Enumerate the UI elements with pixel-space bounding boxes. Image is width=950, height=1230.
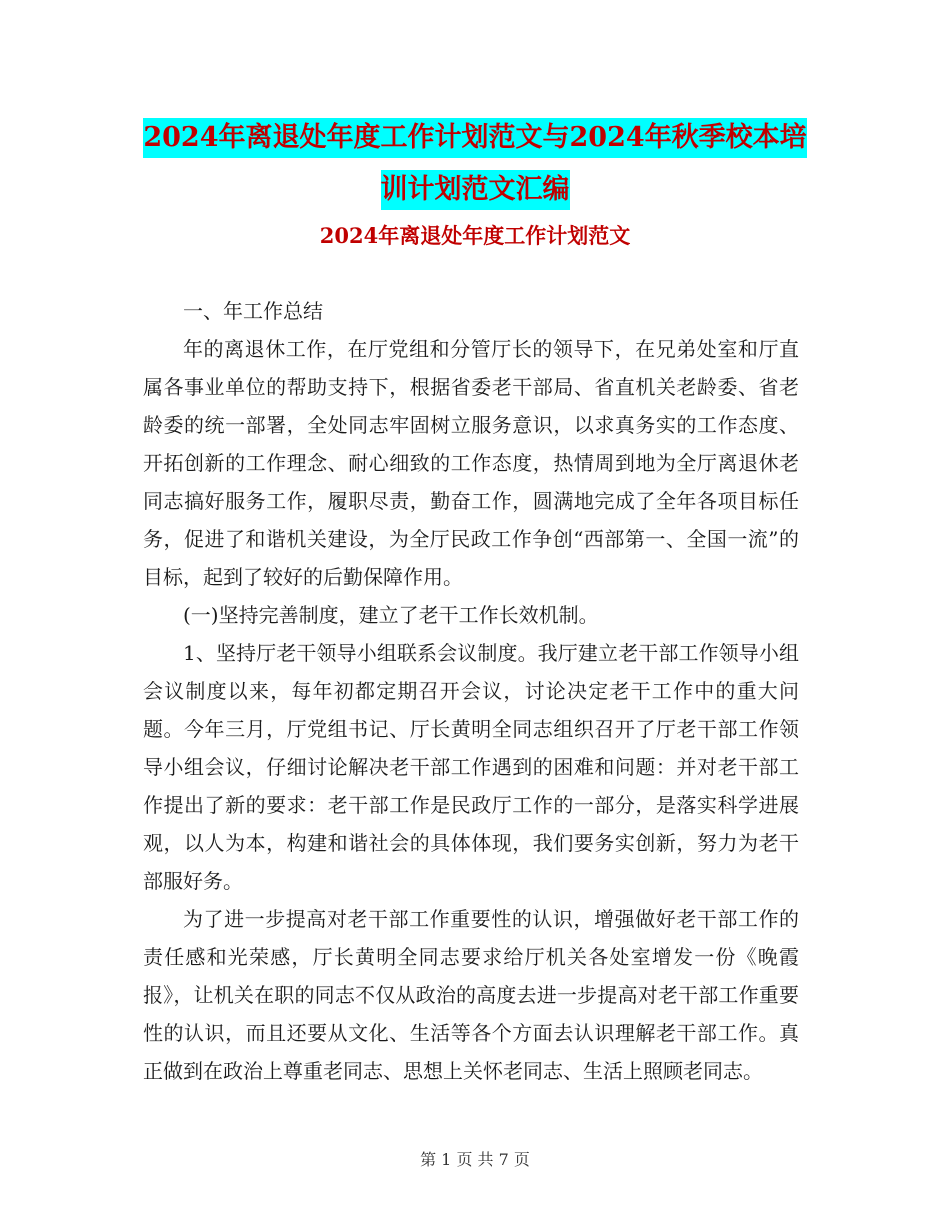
paragraph-item-1: 1、坚持厅老干领导小组联系会议制度。我厅建立老干部工作领导小组会议制度以来，每年初都定期召开会议，讨论决定老干工作中的重大问题。今年三月，厅党组书记、厅长黄明全同志组织召开了厅老干部工作领导小组会议，仔细讨论解决老干部工作遇到的困难和问题：并对老干部工作提出了新的要求：老干部工作是民政厅工作的一部分，是落实科学进展观，以人为本，构建和谐社会的具体体现，我们要务实创新，努力为老干部服好务。 (143, 641, 799, 893)
subheading-system: (一)坚持完善制度，建立了老干工作长效机制。 (183, 603, 599, 627)
document-title-line-2: 训计划范文汇编 (381, 170, 570, 210)
document-title-line-1: 2024年离退处年度工作计划范文与2024年秋季校本培 (143, 118, 806, 158)
section-title: 2024年离退处年度工作计划范文 (319, 223, 631, 248)
document-title (0, 112, 950, 216)
heading-work-summary: 一、年工作总结 (183, 299, 323, 323)
paragraph-awareness: 为了进一步提高对老干部工作重要性的认识，增强做好老干部工作的责任感和光荣感，厅长黄明全同志要求给厅机关各处室增发一份《晚霞报》，让机关在职的同志不仅从政治的高度去进一步提高对老干部工作重要性的认识，而且还要从文化、生活等各个方面去认识理解老干部工作。真正做到在政治上尊重老同志、思想上关怀老同志、生活上照顾老同志。 (143, 907, 799, 1083)
page-number: 第 1 页 共 7 页 (420, 1150, 530, 1169)
document-body (143, 292, 799, 1090)
paragraph-intro: 年的离退休工作，在厅党组和分管厅长的领导下，在兄弟处室和厅直属各事业单位的帮助支持下，根据省委老干部局、省直机关老龄委、省老龄委的统一部署，全处同志牢固树立服务意识，以求真务实的工作态度、开拓创新的工作理念、耐心细致的工作态度，热情周到地为全厅离退休老同志搞好服务工作，履职尽责，勤奋工作，圆满地完成了全年各项目标任务，促进了和谐机关建设，为全厅民政工作争创“西部第一、全国一流”的目标，起到了较好的后勤保障作用。 (143, 337, 799, 589)
